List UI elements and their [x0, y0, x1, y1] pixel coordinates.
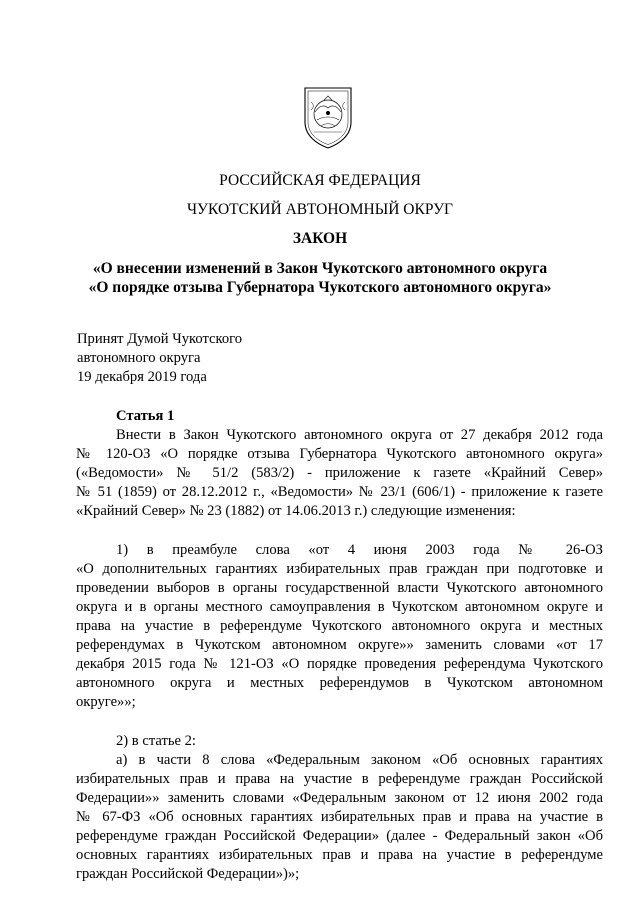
paragraph-line: а) в части 8 слова «Федеральным законом «Об основных гарантиях — [116, 752, 603, 768]
paragraph-line: проведении выборов в органы государственной власти Чукотского автономного — [76, 580, 603, 596]
paragraph-line: № 51 (1859) от 28.12.2012 г., «Ведомости» № 23/1 (606/1) - приложение к газете — [76, 484, 603, 500]
paragraph-line: «О дополнительных гарантиях избирательных прав граждан при подготовке и — [76, 561, 603, 577]
paragraph-line: 1) в преамбуле слова «от 4 июня 2003 года № 26-ОЗ — [116, 542, 603, 558]
coat-of-arms-emblem — [297, 82, 359, 150]
article-heading: Статья 1 — [116, 408, 175, 424]
paragraph-line: № 67-ФЗ «Об основных гарантиях избирательных прав и права на участие в — [76, 809, 603, 825]
paragraph-line: Внести в Закон Чукотского автономного округа от 27 декабря 2012 года — [116, 427, 603, 443]
paragraph-line: Федерации»» заменить словами «Федеральным законом от 12 июня 2002 года — [76, 790, 603, 806]
paragraph-line: декабря 2015 года № 121-ОЗ «О порядке проведения референдума Чукотского — [76, 656, 603, 672]
paragraph-line: основных гарантиях избирательных прав и права на участие в референдуме — [76, 847, 603, 863]
paragraph-line: округе»»; — [76, 694, 136, 710]
adopted-line: Принят Думой Чукотского — [77, 331, 243, 347]
paragraph-line: избирательных прав и права на участие в референдуме граждан Российской — [76, 771, 603, 787]
law-title-line-1: «О внесении изменений в Закон Чукотского автономного округа — [92, 260, 548, 277]
paragraph-line: («Ведомости» № 51/2 (583/2) - приложение к газете «Крайний Север» — [76, 465, 603, 481]
paragraph-line: граждан Российской Федерации»)»; — [76, 866, 300, 882]
paragraph-line: референдумах в Чукотском автономном округе»» заменить словами «от 17 — [76, 637, 603, 653]
adopted-date: 19 декабря 2019 года — [77, 369, 207, 385]
paragraph-line: 2) в статье 2: — [116, 733, 196, 749]
adopted-line: автономного округа — [77, 350, 201, 366]
paragraph-line: референдуме граждан Российской Федерации» (далее - Федеральный закон «Об — [76, 828, 603, 844]
country-heading: РОССИЙСКАЯ ФЕДЕРАЦИЯ — [219, 172, 421, 189]
paragraph-line: № 120-ОЗ «О порядке отзыва Губернатора Чукотского автономного округа» — [76, 446, 603, 462]
region-heading: ЧУКОТСКИЙ АВТОНОМНЫЙ ОКРУГ — [186, 201, 454, 218]
paragraph-line: права на участие в референдуме Чукотского автономного округа и местных — [76, 618, 603, 634]
law-title-line-2: «О порядке отзыва Губернатора Чукотского автономного округа» — [88, 279, 552, 296]
paragraph-line: «Крайний Север» № 23 (1882) от 14.06.2013 г.) следующие изменения: — [76, 503, 516, 519]
paragraph-line: автономного округа и местных референдумов в Чукотском автономном — [76, 675, 603, 691]
paragraph-line: округа и в органы местного самоуправления в Чукотском автономном округе и — [76, 599, 603, 615]
doc-type-heading: ЗАКОН — [292, 230, 348, 247]
